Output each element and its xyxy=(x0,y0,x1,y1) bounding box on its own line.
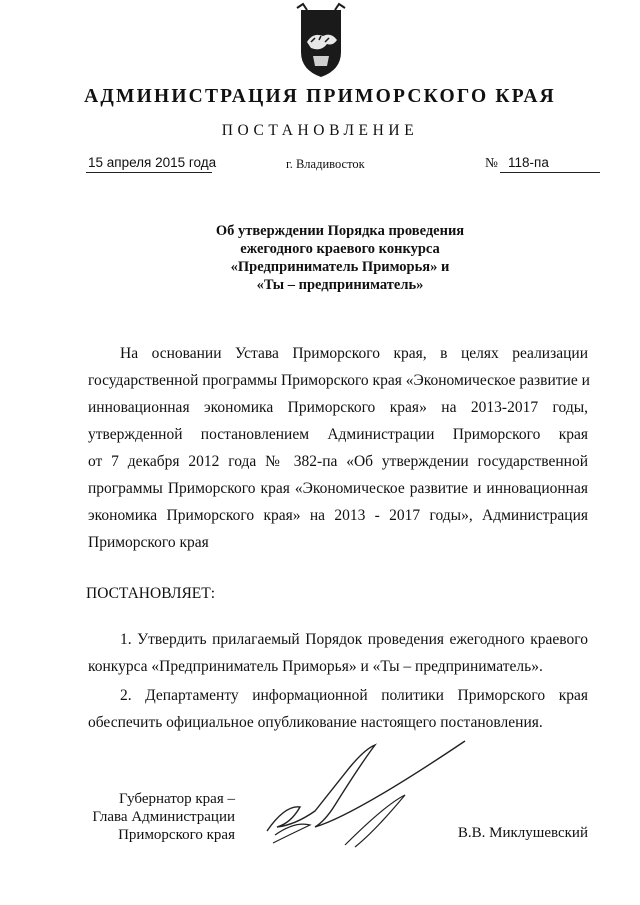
subject-line: ежегодного краевого конкурса xyxy=(240,241,440,257)
document-type: ПОСТАНОВЛЕНИЕ xyxy=(221,122,419,139)
document-subject xyxy=(160,222,520,294)
preamble-line: экономика Приморского края» на 2013 - 2017 годы», Администрация xyxy=(88,507,588,524)
subject-line: «Ты – предприниматель» xyxy=(256,277,424,293)
decree-item: 2. Департаменту информационной политики Приморского края xyxy=(120,687,588,704)
decree-item: конкурса «Предприниматель Приморья» и «Ты – предприниматель». xyxy=(88,658,543,675)
signatory-title-line: Губернатор края – xyxy=(119,791,235,807)
number-underline xyxy=(500,172,600,173)
number-label: № xyxy=(485,155,498,170)
signatory-title-line: Глава Администрации xyxy=(92,809,235,825)
signatory-name: В.В. Миклушевский xyxy=(457,825,588,841)
date-underline xyxy=(86,172,212,173)
decrees-label: ПОСТАНОВЛЯЕТ: xyxy=(86,585,216,602)
document-date: 15 апреля 2015 года xyxy=(88,155,217,170)
preamble-line: Приморского края xyxy=(88,534,209,551)
preamble-line: от 7 декабря 2012 года № 382-па «Об утверждении государственной xyxy=(88,453,588,470)
decree-item: обеспечить официальное опубликование настоящего постановления. xyxy=(88,714,543,731)
organization-title: АДМИНИСТРАЦИЯ ПРИМОРСКОГО КРАЯ xyxy=(84,86,556,107)
coat-of-arms-tiger-icon xyxy=(293,2,349,80)
signatory-title xyxy=(60,790,235,844)
preamble-line: государственной программы Приморского края «Экономическое развитие и xyxy=(88,372,590,389)
subject-line: «Предприниматель Приморья» и xyxy=(230,259,450,275)
signatory-title-line: Приморского края xyxy=(118,827,235,843)
preamble-line: На основании Устава Приморского края, в целях реализации xyxy=(120,345,588,362)
document-city: г. Владивосток xyxy=(286,157,365,171)
decree-item: 1. Утвердить прилагаемый Порядок проведения ежегодного краевого xyxy=(120,631,588,648)
preamble-line: инновационная экономика Приморского края» на 2013-2017 годы, xyxy=(88,399,588,416)
subject-line: Об утверждении Порядка проведения xyxy=(215,223,465,239)
document-number: 118-па xyxy=(508,155,549,170)
handwritten-signature xyxy=(255,735,475,865)
preamble-line: программы Приморского края «Экономическое развитие и инновационная xyxy=(88,480,588,497)
preamble-line: утвержденной постановлением Администрации Приморского края xyxy=(88,426,588,443)
